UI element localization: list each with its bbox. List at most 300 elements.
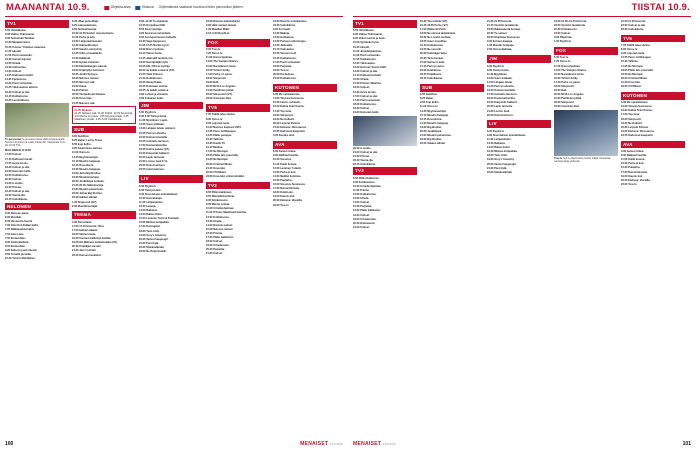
program-listing: [5, 95, 69, 98]
program-listing: [420, 97, 484, 100]
program-time: 14.00: [139, 213, 146, 217]
channel-header-teema[interactable]: TEEMA: [72, 211, 136, 219]
program-listing: [139, 132, 203, 135]
program-listing: [273, 61, 337, 64]
program-title: Kulttuurin kevät.: [11, 157, 33, 161]
program-title: Perhe & koti.: [279, 170, 297, 174]
program-time: 12.00: [273, 166, 280, 170]
program-listing: [273, 73, 337, 76]
program-title: Perjantai.: [279, 64, 292, 68]
program-listing: [72, 229, 136, 232]
program-time: 11.00: [353, 49, 360, 53]
program-time: 19.00: [353, 217, 360, 221]
program-time: 12.20: [5, 57, 12, 61]
program-listing: [72, 36, 136, 39]
program-title: American Dad.: [560, 105, 580, 109]
program-title: Kokki kotona.: [279, 162, 298, 166]
program-time: 20.40: [72, 245, 79, 249]
program-time: 9.00: [5, 33, 11, 37]
program-time: 5.30: [554, 56, 560, 60]
program-title: Babar, Lenny Tones.: [77, 139, 103, 143]
channel-header-jim[interactable]: JIM: [487, 55, 551, 63]
program-title: Valitse Ykkösaamu.: [358, 33, 383, 37]
program-title: Kotikatsomo.: [279, 56, 297, 60]
program-time: 20.00: [353, 146, 360, 150]
program-listing: [353, 58, 417, 61]
program-title: Oma Koti Kullan kallis.: [10, 224, 39, 228]
program-title: Kolme paivaa (4/7).: [145, 147, 170, 151]
program-title: Kokkisota.: [279, 191, 294, 195]
program-time: 21.00: [5, 182, 12, 186]
program-title: Puoli seitsemän.: [11, 82, 33, 86]
program-title: Ne Murtojat.: [212, 158, 229, 162]
program-time: 17.00: [72, 64, 79, 68]
program-listing: [487, 142, 551, 145]
program-listing: [5, 158, 69, 161]
channel-header-tv5[interactable]: TV5: [621, 35, 685, 43]
channel-header-tv1[interactable]: TV1: [5, 20, 69, 28]
program-listing: [72, 143, 136, 146]
program-time: 1.30: [206, 27, 212, 31]
program-listing: [206, 32, 270, 35]
program-time: 22.00: [621, 182, 628, 186]
program-listing: [487, 167, 551, 170]
listings-column: [72, 20, 136, 436]
program-listing: [621, 24, 685, 27]
channel-header-jim[interactable]: JIM: [139, 102, 203, 110]
program-time: 15.00: [72, 56, 79, 60]
listings-column: [5, 20, 69, 436]
program-time: 13.00: [273, 170, 280, 174]
channel-header-tv2[interactable]: TV2: [206, 182, 270, 190]
program-listing: [273, 114, 337, 117]
program-time: 18.00: [353, 213, 360, 217]
program-time: 14.00: [206, 60, 213, 64]
channel-header-tv5[interactable]: TV5: [206, 104, 270, 112]
program-listing: [273, 183, 337, 186]
program-time: 12.50: [5, 61, 12, 65]
program-listing: [139, 52, 203, 55]
program-time: 15.00: [353, 78, 360, 82]
program-listing: [487, 138, 551, 141]
program-time: 8.00: [621, 48, 627, 52]
program-time: 11.00: [273, 162, 280, 166]
program-listing: [487, 158, 551, 161]
channel-header-nelonen[interactable]: NELONEN: [5, 203, 69, 211]
program-title: Uutiset.: [212, 252, 223, 256]
program-listing: [206, 220, 270, 223]
program-title: Prisma.: [11, 186, 22, 190]
program-title: Ventolin lautakunta.: [560, 23, 586, 27]
program-time: 17.00: [5, 153, 12, 157]
program-title: Huonekaluja.: [145, 196, 163, 200]
program-time: 19.00: [206, 244, 213, 248]
program-time: 23.00: [420, 142, 427, 146]
program-time: 19.05: [139, 64, 146, 68]
program-listing: [72, 139, 136, 142]
program-time: 19.00: [353, 111, 360, 115]
program-time: 19.00: [5, 169, 12, 173]
program-listing: [554, 105, 618, 108]
program-time: 20.00: [621, 178, 628, 182]
program-title: Kova laki: erikoisyksikkö.: [212, 174, 245, 178]
program-time: 19.00: [621, 174, 628, 178]
program-title: Ne Murtojat.: [627, 64, 644, 68]
program-title: Kuningatar.: [145, 225, 161, 229]
program-title: Puutarha.: [279, 178, 293, 182]
program-time: 14.25: [72, 52, 79, 56]
program-time: 20.00: [206, 162, 213, 166]
program-time: 20.00: [554, 93, 561, 97]
program-title: Zorrnaati.: [278, 27, 291, 31]
program-listing: [72, 40, 136, 43]
program-title: Tosi-tv.: [211, 48, 221, 52]
program-title: Uutiset ja sää.: [359, 150, 378, 154]
program-listing: [487, 146, 551, 149]
program-listing: [420, 61, 484, 64]
program-listing: [139, 136, 203, 139]
program-time: 17.55: [5, 161, 12, 165]
program-title: Teema-ilta.: [11, 194, 26, 198]
program-listing: [554, 28, 618, 31]
program-listing: [353, 66, 417, 69]
program-time: 17.55: [72, 229, 79, 232]
channel-header-fox[interactable]: FOX: [206, 39, 270, 47]
program-time: 17.00: [353, 94, 360, 98]
program-title: Kulttuuricocktail.: [359, 74, 382, 78]
program-title: Kaksi ja puoli miestä.: [10, 248, 38, 252]
program-listing: [273, 167, 337, 170]
program-time: 15.00: [206, 64, 213, 68]
program-listing: [273, 134, 337, 137]
program-listing: [353, 29, 417, 32]
program-time: 8.30: [5, 240, 11, 244]
program-time: 11.00: [72, 151, 79, 155]
program-listing: [5, 241, 69, 244]
channel-header-ava[interactable]: AVA: [273, 141, 337, 149]
program-time: 8.55: [5, 244, 11, 248]
photo-caption-footer: MALLINEN KLO 19.00: [5, 148, 31, 152]
program-listing: [353, 74, 417, 77]
program-title: Myytinmurtajat.: [78, 155, 99, 159]
program-time: 20.00: [273, 72, 280, 76]
program-title: Strada.: [359, 78, 370, 82]
program-listing: [353, 214, 417, 217]
channel-header-tv1[interactable]: TV1: [353, 20, 417, 28]
program-listing: [487, 114, 551, 117]
program-time: 16.15: [420, 117, 427, 121]
program-time: 11.00: [206, 56, 213, 60]
program-listing: [72, 65, 136, 68]
program-listing: [5, 220, 69, 223]
program-title: Tartu kuvaan.: [426, 56, 444, 60]
channel-header-kutonen[interactable]: KUTONEN: [273, 84, 337, 92]
channel-header-ava[interactable]: AVA: [621, 141, 685, 149]
program-listing: [621, 28, 685, 31]
program-listing: [206, 195, 270, 198]
program-title: Simpsonit.: [560, 84, 575, 88]
program-title: Uutiset.: [11, 178, 22, 182]
program-listing: [72, 176, 136, 179]
program-title: Auringonnousun kulpulle.: [144, 36, 177, 40]
program-time: 19.00: [487, 158, 494, 162]
program-title: Musiikki.: [10, 216, 22, 220]
program-listing: [206, 69, 270, 72]
program-title: Nuorten kapteeni 2015.: [212, 125, 242, 129]
program-title: Kokki kotona.: [627, 158, 646, 162]
program-time: 21.00: [621, 19, 628, 23]
program-time: 15.10: [72, 159, 79, 163]
program-listing: [554, 97, 618, 100]
program-time: 1.00: [487, 44, 493, 48]
program-title: Perhe ja arki.: [78, 36, 96, 40]
program-title: Perhe on paras.: [560, 80, 581, 84]
program-time: 1.00: [554, 40, 560, 44]
program-time: 12.25: [273, 31, 280, 35]
program-title: Ventolin lautakunta.: [493, 23, 519, 27]
program-listing: [273, 110, 337, 113]
program-title: Ne Kulkurit.: [627, 121, 643, 125]
program-time: 0.05: [487, 40, 493, 44]
program-title: Lapin tarinoita.: [493, 105, 513, 109]
program-time: 19.10: [139, 52, 146, 56]
masthead-left: [300, 441, 343, 447]
program-title: Big Brother.: [426, 125, 443, 129]
highlight-box: [72, 106, 136, 124]
program-listing: [353, 54, 417, 57]
channel-header-sub[interactable]: SUB: [72, 126, 136, 134]
program-title: Uutiset ja sää.: [359, 94, 378, 98]
program-listing: [72, 57, 136, 60]
channel-header-fox[interactable]: FOX: [554, 47, 618, 55]
program-title: Uutiset ja sää.: [359, 70, 378, 74]
program-title: 21.00 Historia.: [627, 19, 646, 23]
channel-header-sub[interactable]: SUB: [420, 84, 484, 92]
program-title: Marjaterveiset.: [11, 41, 31, 45]
program-time: 5.00: [487, 64, 493, 68]
program-time: 19.00: [72, 85, 79, 89]
program-listing: [5, 186, 69, 189]
program-time: 18.30: [353, 106, 360, 110]
listings-column: [420, 20, 484, 436]
program-listing: [273, 158, 337, 161]
program-title: Aamun Arkea.: [626, 150, 645, 154]
program-time: 22.30: [353, 159, 360, 163]
program-title: Suuri ankkaan.: [145, 123, 165, 127]
legend-swatch-red-icon: [104, 6, 109, 9]
program-listing: [5, 41, 69, 44]
program-listing: [420, 36, 484, 39]
program-title: Pikkuveli Pohti.: [426, 27, 447, 31]
channel-header-liv[interactable]: LIV: [139, 175, 203, 183]
program-listing: [72, 135, 136, 138]
program-listing: [139, 69, 203, 72]
program-listing: [72, 201, 136, 204]
program-listing: [621, 158, 685, 161]
program-title: Ostos-tv.: [426, 105, 439, 109]
program-listing: [5, 29, 69, 32]
program-listing: [139, 164, 203, 167]
program-time: 20.00: [621, 76, 628, 80]
program-title: Mimmikirkonhiiria.: [211, 195, 235, 199]
program-listing: [139, 160, 203, 163]
program-time: 16.00: [5, 90, 12, 94]
program-title: Korttelissa.: [279, 72, 295, 76]
program-time: 21.00: [353, 150, 360, 154]
program-title: Hätä suhteet laavan.: [211, 23, 237, 27]
program-time: 22.30: [487, 31, 494, 35]
program-title: Luontoillassa.: [11, 98, 30, 102]
program-title: 20.00 Jalkinmurtaja.: [78, 184, 104, 188]
program-time: 18.55: [420, 40, 427, 44]
program-listing: [621, 101, 685, 104]
program-title: Seitsemän Tarakan.: [10, 37, 35, 41]
program-title: Strada.: [212, 219, 223, 223]
program-title: Syötävän hyvä.: [359, 41, 380, 45]
channel-header-liv[interactable]: LIV: [487, 120, 551, 128]
program-time: 10.00: [206, 125, 213, 129]
program-time: 17.00: [621, 170, 628, 174]
program-listing: [621, 69, 685, 72]
program-time: 16.35: [206, 142, 213, 146]
channel-header-kutonen[interactable]: KUTONEN: [621, 92, 685, 100]
program-time: 15.25: [5, 86, 12, 90]
program-title: Pikku-pumppu.: [212, 133, 232, 137]
program-time: 2.00: [72, 204, 78, 208]
program-time: 9.30: [139, 192, 145, 196]
program-listing: [5, 245, 69, 248]
program-time: 12.50: [72, 40, 79, 44]
program-time: 12.55: [206, 129, 213, 133]
program-title: Avara luonto.: [11, 161, 29, 165]
channel-header-tv2[interactable]: TV2: [353, 167, 417, 175]
page-title-right: TIISTAI 10.9.: [631, 2, 690, 14]
program-listing: [353, 50, 417, 53]
program-listing: [139, 85, 203, 88]
program-listing: [487, 110, 551, 113]
program-title: Ne Kulkurit.: [279, 117, 295, 121]
program-title: Pikku talo preerialla.: [627, 68, 654, 72]
program-title: Kotikatsomo.: [359, 193, 377, 197]
program-listing: [621, 154, 685, 157]
program-time: 6.30: [621, 101, 627, 105]
program-time: 15.10: [420, 113, 427, 117]
program-title: Kotikatsomo.: [211, 199, 229, 203]
program-title: Täällä tulee Hanna.: [211, 113, 236, 117]
program-title: Perillisten juhlat.: [212, 89, 234, 93]
program-title: Nurmijärven loiste.: [560, 72, 585, 76]
program-title: Suhteellisempi.: [77, 27, 97, 31]
program-time: 14.20: [72, 155, 79, 159]
program-time: 13.00: [139, 209, 146, 213]
program-listing: [5, 70, 69, 73]
program-title: Sisustus.: [279, 158, 292, 162]
program-listing: [420, 65, 484, 68]
program-time: 6.00: [420, 93, 426, 97]
program-title: Ostosohjelmaa.: [212, 56, 233, 60]
program-listing: [420, 122, 484, 125]
program-listing: [273, 126, 337, 129]
program-title: Perjantai.: [359, 205, 372, 209]
program-listing: [5, 66, 69, 69]
program-listing: [72, 32, 136, 35]
program-title: Vieras luona.: [145, 52, 163, 56]
program-time: 6.30: [5, 220, 11, 224]
program-time: 8.55: [420, 101, 426, 105]
program-title: Sisustuksen ammattilaiset.: [144, 192, 179, 196]
program-title: Bull.: [560, 89, 567, 93]
program-time: 16.45: [5, 98, 12, 102]
program-time: 10.00: [273, 158, 280, 162]
program-title: Tallinna.: [212, 138, 224, 141]
program-listing: [273, 179, 337, 182]
program-listing: [273, 36, 337, 39]
program-listing: [554, 20, 618, 23]
program-title: Rakkaudesta koiraan.: [493, 27, 521, 31]
program-title: Täällä tulee Hanna.: [626, 44, 651, 48]
program-listing: [420, 28, 484, 31]
program-title: Ilot Matheus kohtalonaika (4/7).: [78, 241, 118, 245]
program-listing: [353, 185, 417, 188]
program-listing: [139, 81, 203, 84]
program-listing: [72, 20, 136, 23]
program-time: 6.00: [273, 150, 279, 154]
program-title: Kaupunki hakkerit.: [493, 101, 518, 105]
program-listing: [72, 156, 136, 159]
program-listing: [353, 189, 417, 192]
program-title: NCIS Los Angeles.: [212, 84, 237, 88]
listings-column: [621, 20, 685, 436]
program-title: Jatkoaika.: [279, 44, 293, 48]
program-listing: [353, 62, 417, 65]
program-listing: [621, 20, 685, 23]
program-time: 20.00: [206, 84, 213, 88]
program-time: 18.35: [72, 72, 79, 76]
program-time: 15.40: [621, 60, 628, 64]
program-title: Elokuva: Dinosaurus.: [627, 129, 655, 133]
program-title: Teema-ilta.: [359, 159, 374, 163]
program-listing: [206, 146, 270, 149]
program-time: 9.30: [487, 133, 493, 137]
program-listing: [554, 60, 618, 63]
program-time: 16.32: [420, 19, 427, 23]
program-listing: [206, 240, 270, 243]
program-time: 19.55: [72, 175, 79, 179]
page-number-left: 100: [5, 440, 14, 447]
program-time: 17.50: [139, 143, 146, 147]
program-time: 21.00: [487, 109, 494, 113]
program-listing: [353, 181, 417, 184]
program-listing: [273, 69, 337, 72]
program-time: 21.30: [353, 154, 360, 158]
program-time: 11.30: [139, 119, 146, 123]
program-listing: [206, 252, 270, 255]
program-time: 22.00: [72, 192, 79, 196]
program-time: 7.25: [554, 60, 560, 64]
program-title: Ratkaisu.: [493, 142, 506, 146]
program-time: 10.30: [139, 196, 146, 200]
program-title: Kadonnut kaupunki.: [279, 130, 306, 134]
program-listing: [273, 32, 337, 35]
program-title: Kotikatsomo.: [426, 44, 444, 48]
program-time: 13.20: [72, 44, 79, 48]
program-title: Jopi kelho.: [425, 101, 440, 105]
program-title: Myytilmen: Lapin.: [145, 119, 168, 123]
program-time: 22.30: [554, 27, 561, 31]
program-time: 22.45: [139, 85, 146, 89]
program-time: 6.50: [353, 176, 359, 180]
program-listing: [72, 102, 136, 105]
